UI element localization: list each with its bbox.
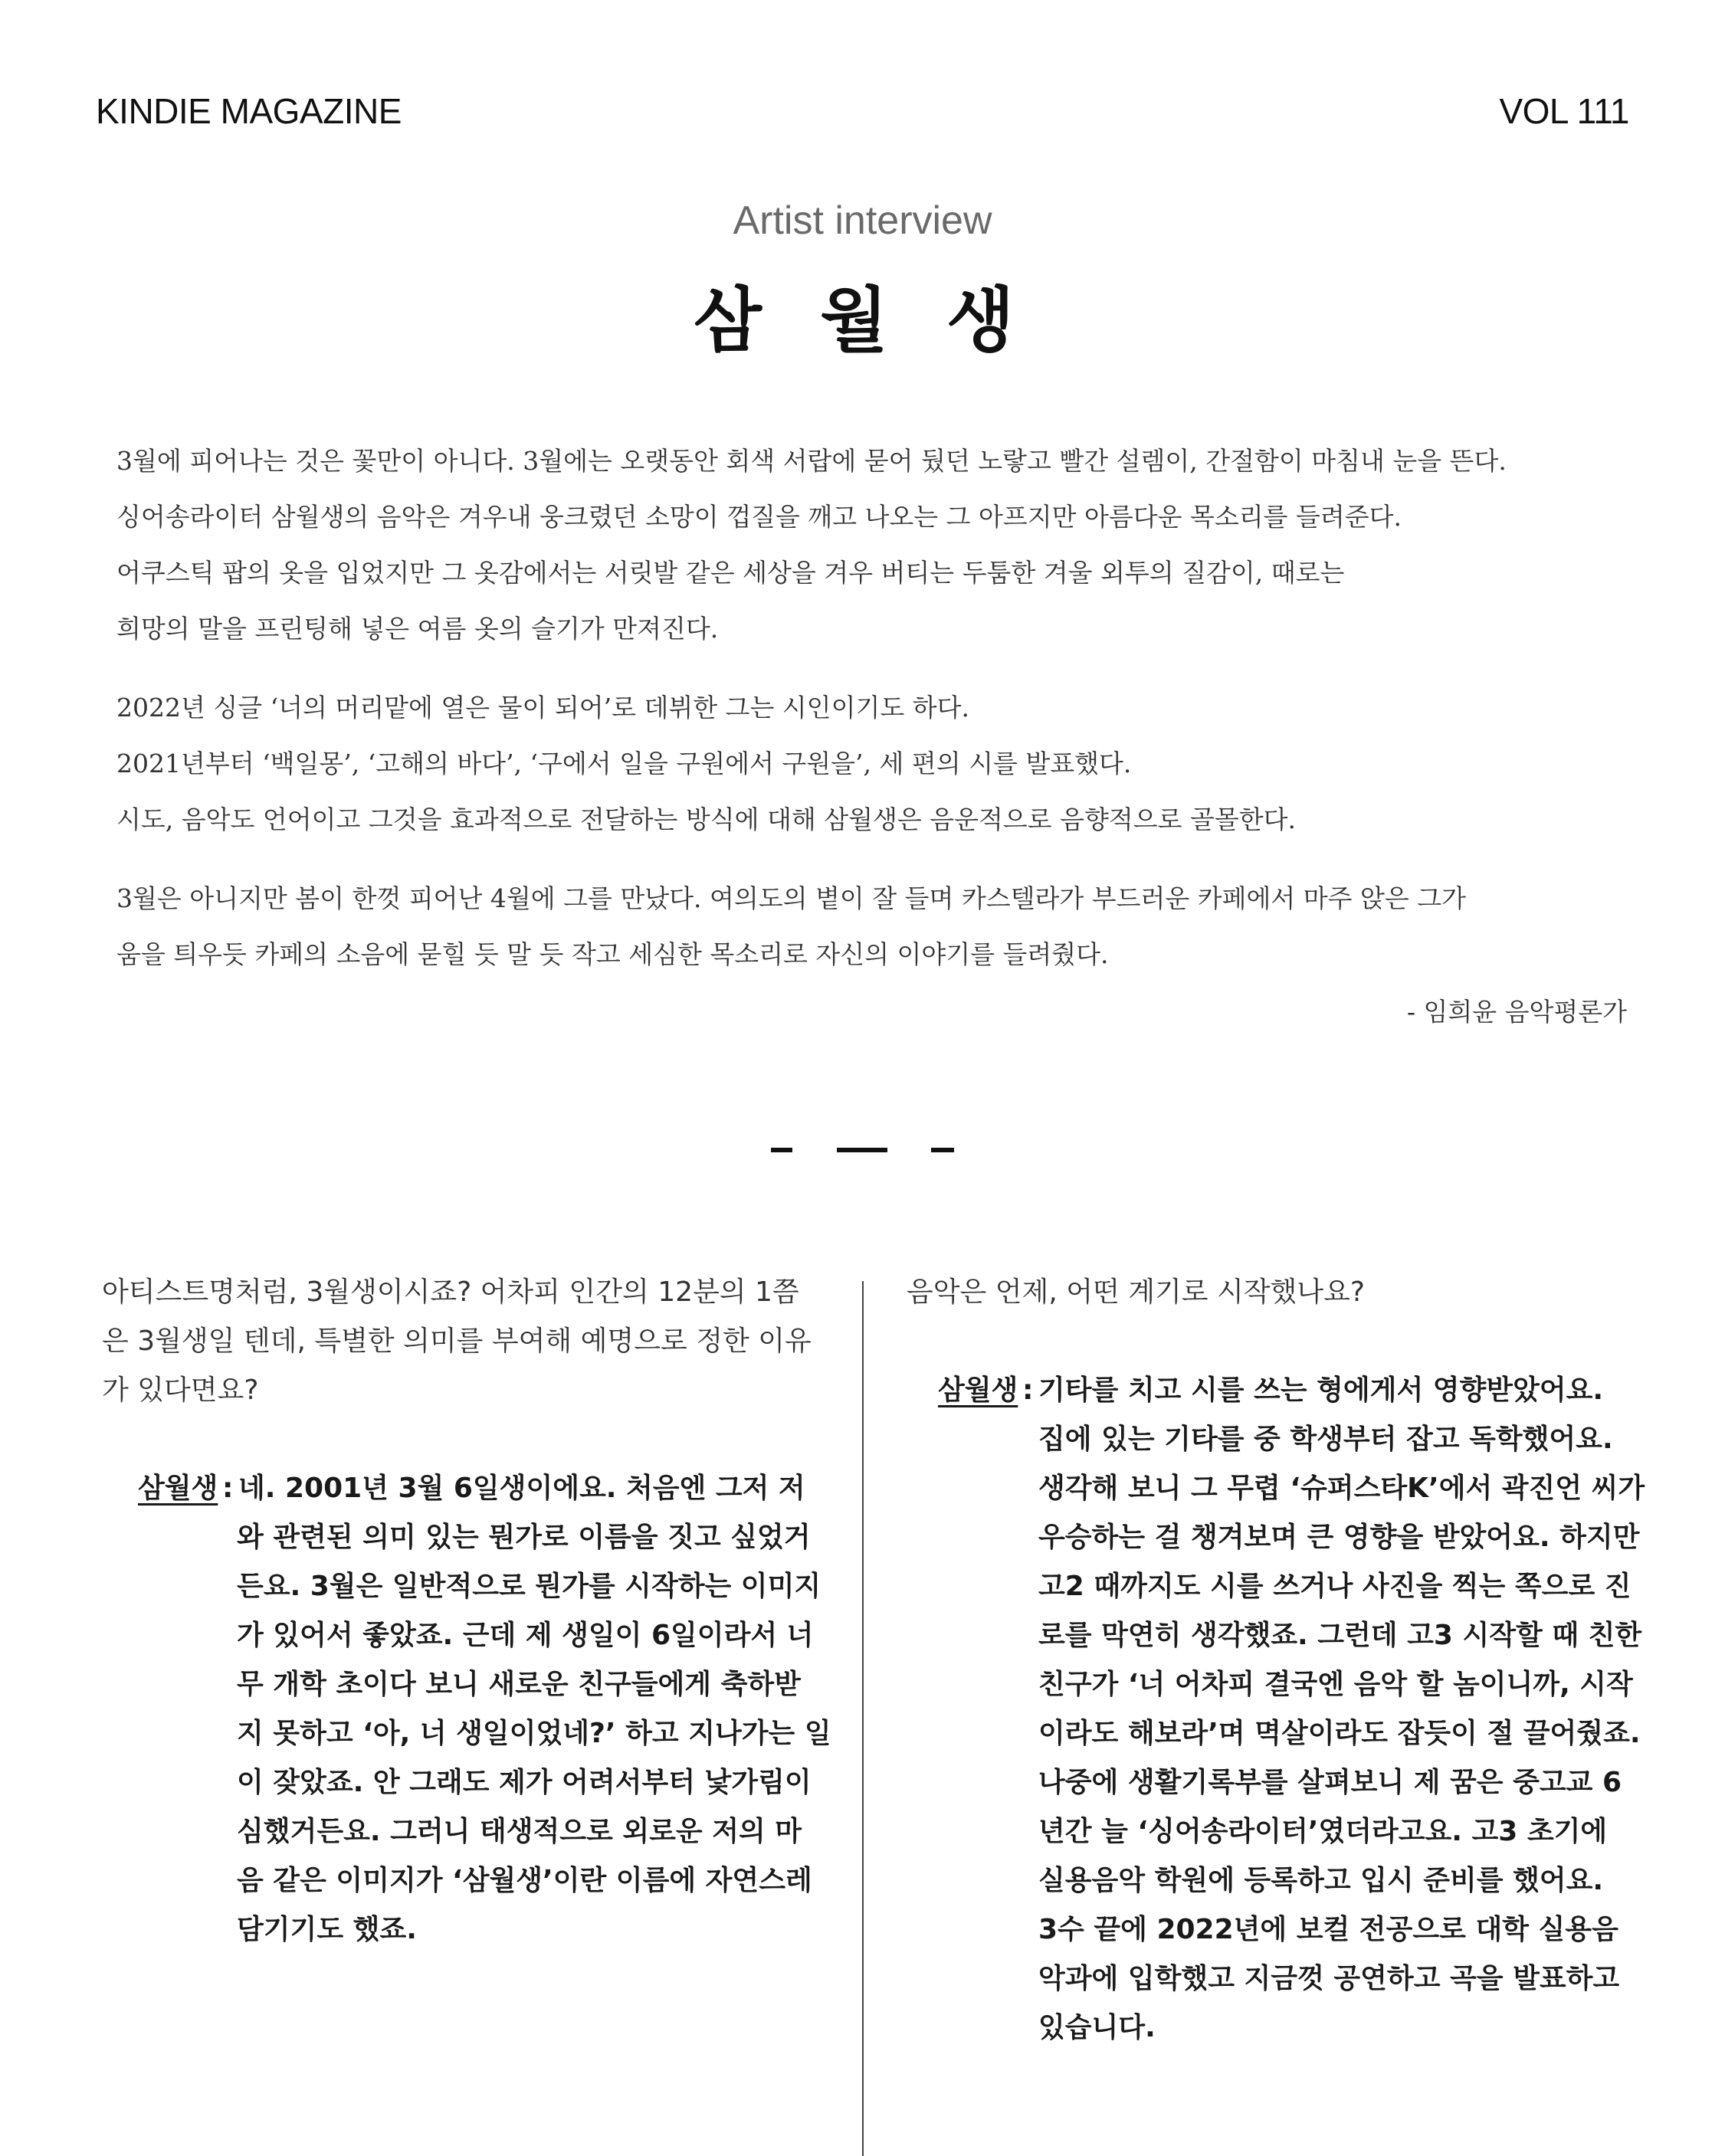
column-divider xyxy=(862,1281,864,2156)
answer-line: 와 관련된 의미 있는 뭔가로 이름을 짓고 싶었거 xyxy=(237,1522,811,1553)
left-answer xyxy=(138,1464,843,1954)
answer-line: 심했거든요. 그러니 태생적으로 외로운 저의 마 xyxy=(237,1816,802,1847)
answer-line: 지 못하고 ‘아, 너 생일이었네?’ 하고 지나가는 일 xyxy=(237,1718,831,1749)
intro-line: 희망의 말을 프린팅해 넣은 여름 옷의 슬기가 만져진다. xyxy=(116,614,719,644)
question-line: 음악은 언제, 어떤 계기로 시작했나요? xyxy=(907,1276,1365,1308)
intro-paragraph xyxy=(116,433,1641,657)
answer-body xyxy=(1038,1366,1704,2053)
answer-line: 3수 끝에 2022년에 보컬 전공으로 대학 실용음 xyxy=(1038,1914,1618,1945)
volume-number: VOL 111 xyxy=(1499,91,1629,131)
answer-line: 고2 때까지도 시를 쓰거나 사진을 찍는 쪽으로 진 xyxy=(1038,1571,1632,1602)
question-line: 은 3월생일 텐데, 특별한 의미를 부여해 예명으로 정한 이유 xyxy=(102,1325,812,1357)
answer-line: 든요. 3월은 일반적으로 뭔가를 시작하는 이미지 xyxy=(237,1571,822,1602)
answer-line: 담기기도 했죠. xyxy=(237,1914,417,1945)
answer-line: 악과에 입학했고 지금껏 공연하고 곡을 발표하고 xyxy=(1038,1963,1620,1994)
intro-line: 2022년 싱글 ‘너의 머리맡에 열은 물이 되어’로 데뷔한 그는 시인이기도 하다. xyxy=(116,693,969,722)
answer-line: 년간 늘 ‘싱어송라이터’였더라고요. 고3 초기에 xyxy=(1038,1816,1608,1847)
intro-line: 싱어송라이터 삼월생의 음악은 겨우내 웅크렸던 소망이 껍질을 깨고 나오는 그 아프지만 아름다운 목소리를 들려준다. xyxy=(116,502,1402,532)
intro-line: 움을 틔우듯 카페의 소음에 묻힐 듯 말 듯 작고 세심한 목소리로 자신의 이야기를 들려줬다. xyxy=(116,939,1109,969)
speaker-name: 삼월생 xyxy=(138,1473,218,1504)
divider-dash-center xyxy=(837,1148,887,1152)
answer-line: 음 같은 이미지가 ‘삼월생’이란 이름에 자연스레 xyxy=(237,1865,812,1896)
answer-line: 있습니다. xyxy=(1038,2012,1156,2043)
divider-dash-left xyxy=(771,1148,792,1152)
article-kicker: Artist interview xyxy=(733,198,992,243)
question-line: 가 있다면요? xyxy=(102,1375,259,1406)
answer-line: 친구가 ‘너 어차피 결국엔 음악 할 놈이니까, 시작 xyxy=(1038,1669,1633,1700)
intro-line: 어쿠스틱 팝의 옷을 입었지만 그 옷감에서는 서릿발 같은 세상을 겨우 버티는 두툼한 겨울 외투의 질감이, 때로는 xyxy=(116,558,1345,588)
answer-line: 생각해 보니 그 무렵 ‘슈퍼스타K’에서 곽진언 씨가 xyxy=(1038,1473,1645,1504)
divider-dash-right xyxy=(931,1148,954,1152)
intro-line: 3월에 피어나는 것은 꽃만이 아니다. 3월에는 오랫동안 회색 서랍에 묻어 뒀던 노랗고 빨간 설렘이, 간절함이 마침내 눈을 뜬다. xyxy=(116,446,1507,476)
intro-paragraph xyxy=(116,680,1641,847)
intro-line: 시도, 음악도 언어이고 그것을 효과적으로 전달하는 방식에 대해 삼월생은 음운적으로 음향적으로 골몰한다. xyxy=(116,804,1296,834)
right-answer xyxy=(938,1366,1704,2053)
answer-line: 우승하는 걸 챙겨보며 큰 영향을 받았어요. 하지만 xyxy=(1038,1522,1640,1553)
answer-line: 로를 막연히 생각했죠. 그런데 고3 시작할 때 친한 xyxy=(1038,1620,1642,1651)
answer-line: 이라도 해보라’며 멱살이라도 잡듯이 절 끌어줬죠. xyxy=(1038,1718,1641,1749)
speaker-colon: : xyxy=(1022,1375,1034,1406)
answer-line: 나중에 생활기록부를 살펴보니 제 꿈은 중고교 6 xyxy=(1038,1767,1622,1798)
intro-text xyxy=(116,433,1641,1005)
intro-line: 2021년부터 ‘백일몽’, ‘고해의 바다’, ‘구에서 일을 구원에서 구원을’, 세 편의 시를 발표했다. xyxy=(116,749,1132,778)
intro-line: 3월은 아니지만 봄이 한껏 피어난 4월에 그를 만났다. 여의도의 볕이 잘 들며 카스텔라가 부드러운 카페에서 마주 앉은 그가 xyxy=(116,883,1466,913)
answer-line: 실용음악 학원에 등록하고 입시 준비를 했어요. xyxy=(1038,1865,1604,1896)
intro-paragraph xyxy=(116,870,1641,982)
answer-line: 네. 2001년 3월 6일생이에요. 처음엔 그저 저 xyxy=(238,1473,805,1504)
right-question xyxy=(907,1268,1642,1317)
left-question xyxy=(102,1268,838,1415)
question-line: 아티스트명처럼, 3월생이시죠? 어차피 인간의 12분의 1쯤 xyxy=(102,1276,799,1308)
answer-line: 이 잦았죠. 안 그래도 제가 어려서부터 낯가림이 xyxy=(237,1767,812,1798)
speaker-name: 삼월생 xyxy=(938,1375,1018,1406)
answer-line: 기타를 치고 시를 쓰는 형에게서 영향받았어요. xyxy=(1038,1375,1604,1406)
article-title: 삼 월 생 xyxy=(694,280,1031,362)
magazine-name: KINDIE MAGAZINE xyxy=(96,91,402,131)
answer-body xyxy=(238,1464,843,1954)
answer-line: 무 개학 초이다 보니 새로운 친구들에게 축하받 xyxy=(237,1669,801,1700)
answer-line: 가 있어서 좋았죠. 근데 제 생일이 6일이라서 너 xyxy=(237,1620,814,1651)
speaker-colon: : xyxy=(222,1473,234,1504)
answer-line: 집에 있는 기타를 중 학생부터 잡고 독학했어요. xyxy=(1038,1424,1613,1455)
byline: - 임희윤 음악평론가 xyxy=(1406,997,1627,1027)
